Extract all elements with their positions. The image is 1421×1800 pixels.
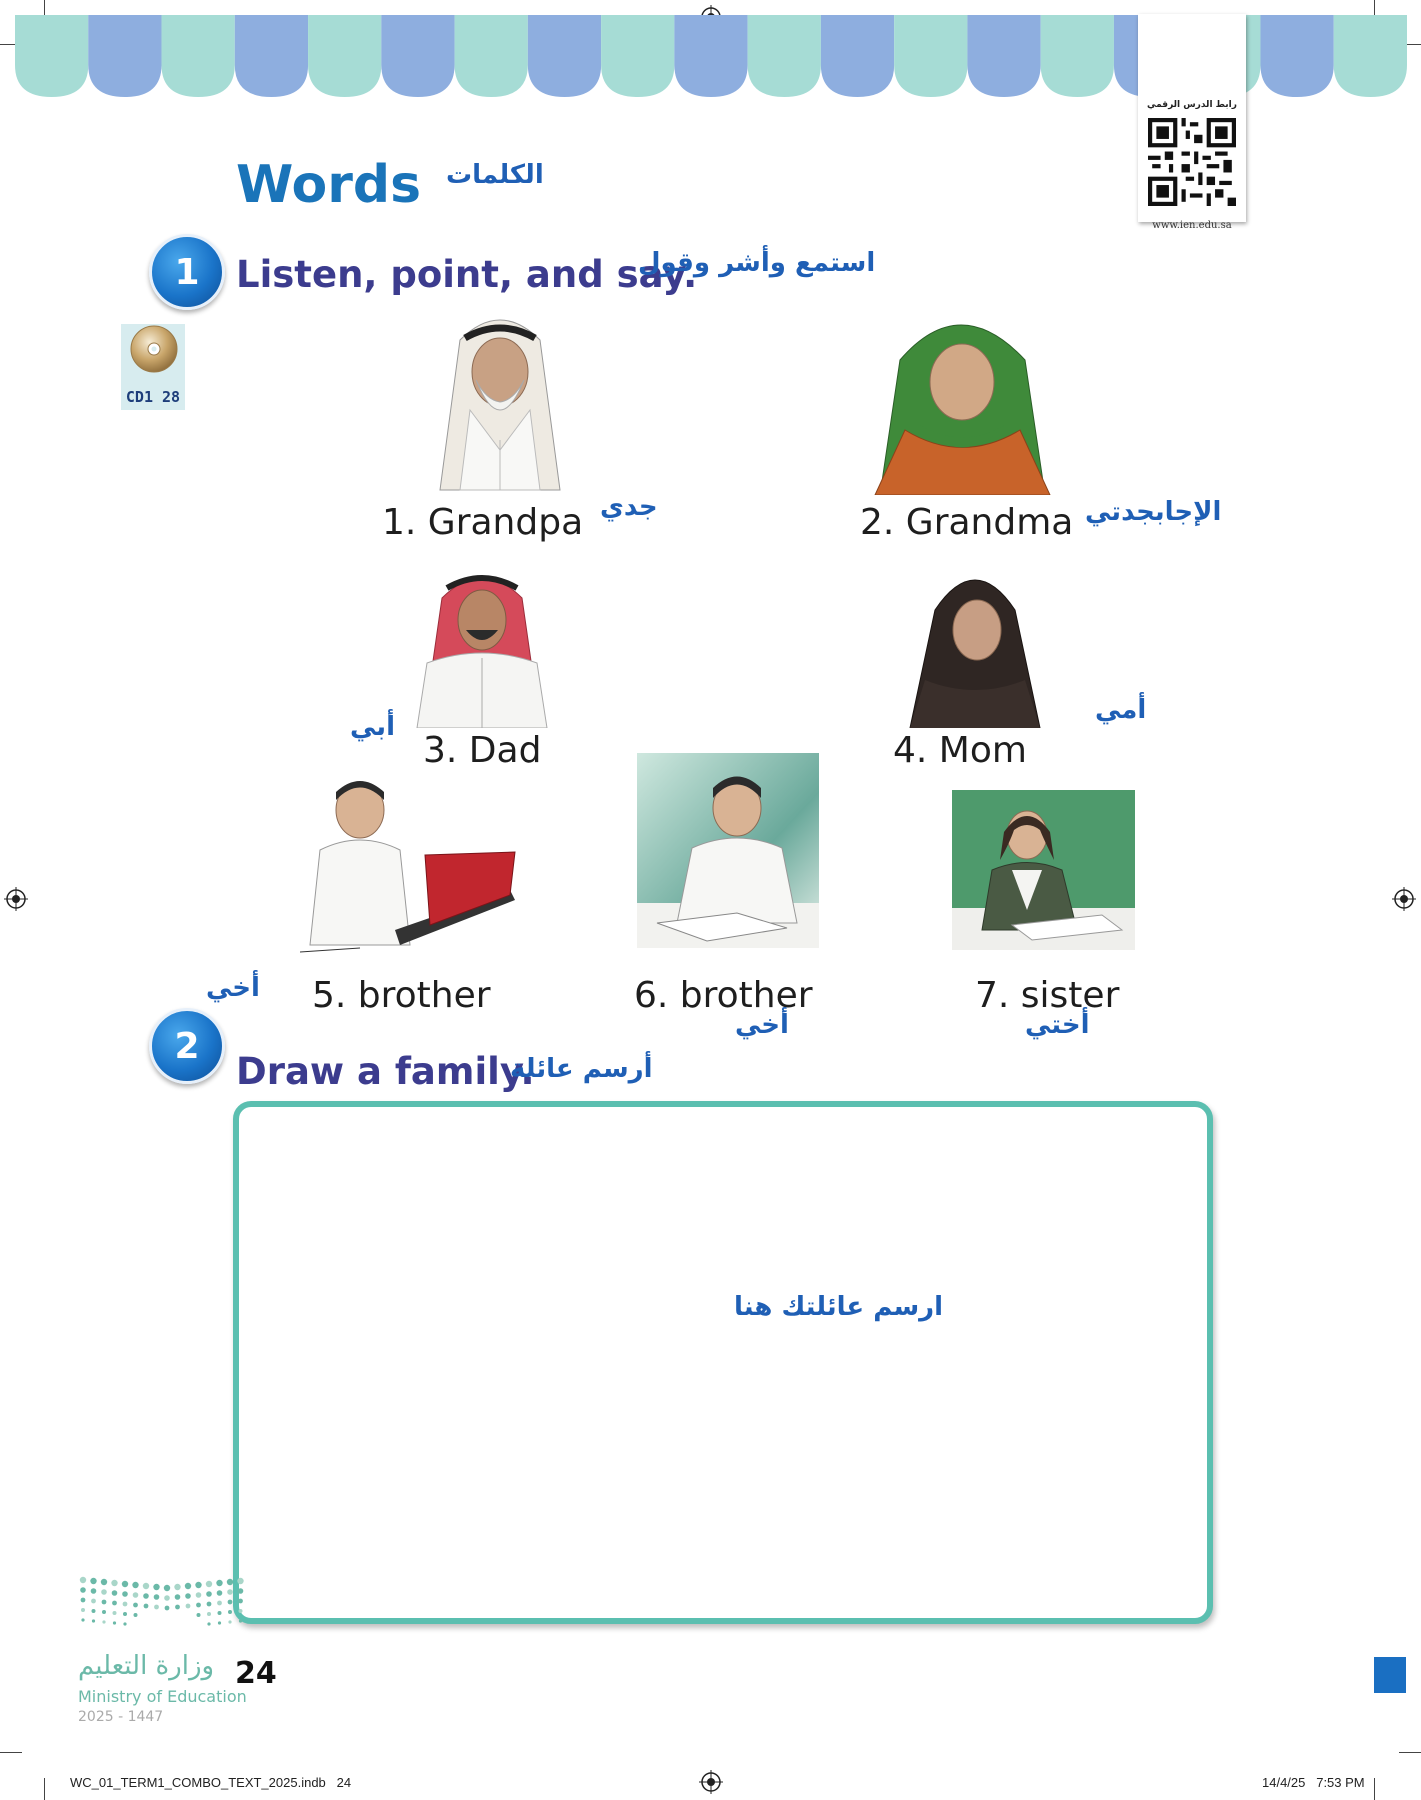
word-label: 2. Grandma <box>860 502 1074 543</box>
logo-dot <box>238 1599 243 1604</box>
cd-icon <box>129 324 179 374</box>
awning-scallop <box>162 15 235 97</box>
logo-dot <box>185 1583 191 1589</box>
print-file-info: WC_01_TERM1_COMBO_TEXT_2025.indb 24 <box>70 1775 352 1790</box>
qr-label: رابط الدرس الرقمي <box>1147 100 1237 110</box>
logo-dot <box>81 1598 86 1603</box>
logo-dot <box>218 1611 222 1615</box>
logo-dot <box>154 1605 159 1610</box>
word-label-arabic: أخي <box>735 1010 789 1040</box>
awning-scallop <box>1041 15 1114 97</box>
logo-dot <box>218 1621 221 1624</box>
logo-dot <box>132 1582 138 1588</box>
qr-card[interactable] <box>1138 14 1246 231</box>
awning-scallop <box>601 15 674 97</box>
logo-dot <box>227 1579 233 1585</box>
word-label-arabic: الإجابجدتي <box>1085 497 1222 527</box>
logo-dot <box>122 1581 128 1587</box>
logo-dot <box>92 1609 96 1613</box>
ministry-year: 2025 - 1447 <box>78 1709 164 1725</box>
awning-scallop <box>821 15 894 97</box>
exercise-instruction: Draw a family. <box>236 1050 535 1093</box>
print-date-info: 14/4/25 7:53 PM <box>1262 1775 1365 1790</box>
logo-dot <box>123 1602 128 1607</box>
awning-scallop <box>15 15 88 97</box>
crop-mark <box>44 1778 45 1800</box>
logo-dot <box>133 1592 139 1598</box>
logo-dot <box>122 1591 128 1597</box>
logo-dot <box>90 1578 96 1584</box>
logo-dot <box>80 1577 86 1583</box>
awning-scallop <box>88 15 161 97</box>
logo-dot <box>134 1613 138 1617</box>
logo-dot <box>195 1582 201 1588</box>
logo-dot <box>164 1585 170 1591</box>
logo-dot <box>164 1595 170 1601</box>
logo-dot <box>196 1603 201 1608</box>
logo-dot <box>153 1584 159 1590</box>
dad-illustration <box>412 558 552 728</box>
exercise-number-badge: 1 <box>149 234 225 310</box>
logo-dot <box>101 1589 107 1595</box>
mom-illustration <box>905 560 1045 728</box>
logo-dot <box>196 1592 202 1598</box>
logo-dot <box>175 1594 181 1600</box>
logo-dot <box>133 1603 138 1608</box>
awning-scallop <box>235 15 308 97</box>
logo-dot <box>239 1609 243 1613</box>
logo-dot <box>239 1619 242 1622</box>
logo-dot <box>186 1604 191 1609</box>
brother-reading-illustration <box>637 753 819 948</box>
logo-dot <box>217 1590 223 1596</box>
grandpa-illustration <box>410 300 590 495</box>
awning-scallop <box>967 15 1040 97</box>
logo-dot <box>144 1604 149 1609</box>
logo-dot <box>207 1602 212 1607</box>
word-label: 3. Dad <box>423 730 542 771</box>
registration-mark-icon <box>4 887 28 911</box>
logo-dot <box>165 1606 170 1611</box>
awning-scallop <box>894 15 967 97</box>
word-label: 4. Mom <box>893 730 1027 771</box>
logo-dot <box>112 1601 117 1606</box>
brother-laptop-illustration <box>300 770 520 955</box>
logo-dot <box>174 1584 180 1590</box>
word-label-arabic: أمي <box>1095 695 1147 725</box>
awning-scallop <box>748 15 821 97</box>
word-label: 1. Grandpa <box>382 502 584 543</box>
logo-dot <box>80 1587 86 1593</box>
logo-dot <box>228 1610 232 1614</box>
exercise-instruction-arabic: استمع وأشر وقول <box>638 248 876 278</box>
logo-dot <box>238 1588 244 1594</box>
awning-scallop <box>1260 15 1333 97</box>
cd-track-label: CD1 28 <box>125 388 181 406</box>
ministry-logo-icon <box>78 1575 253 1635</box>
word-label-arabic: أبي <box>350 712 395 742</box>
logo-dot <box>228 1600 233 1605</box>
audio-cd-badge[interactable] <box>121 324 185 410</box>
qr-code-icon[interactable] <box>1148 118 1236 206</box>
word-label-arabic: جدي <box>600 492 658 522</box>
logo-dot <box>228 1620 231 1623</box>
logo-dot <box>112 1590 118 1596</box>
logo-dot <box>102 1620 105 1623</box>
crop-mark <box>1374 1778 1375 1800</box>
logo-dot <box>175 1605 180 1610</box>
awning-scallop <box>308 15 381 97</box>
logo-dot <box>227 1589 233 1595</box>
ministry-name-english: Ministry of Education <box>78 1687 247 1706</box>
crop-mark <box>0 1752 22 1753</box>
section-title-arabic: الكلمات <box>446 160 544 190</box>
logo-dot <box>143 1583 149 1589</box>
grandma-illustration <box>860 300 1065 495</box>
logo-dot <box>197 1613 201 1617</box>
logo-dot <box>206 1591 212 1597</box>
logo-dot <box>81 1618 84 1621</box>
awning-scallop <box>455 15 528 97</box>
logo-dot <box>91 1588 97 1594</box>
awning-scallop <box>674 15 747 97</box>
logo-dot <box>81 1608 85 1612</box>
page-number: 24 <box>235 1656 277 1691</box>
logo-dot <box>206 1581 212 1587</box>
exercise-number-badge: 2 <box>149 1008 225 1084</box>
registration-mark-icon <box>1392 887 1416 911</box>
logo-dot <box>143 1593 149 1599</box>
logo-dot <box>207 1622 210 1625</box>
awning-scallop <box>528 15 601 97</box>
logo-dot <box>237 1578 243 1584</box>
logo-dot <box>102 1600 107 1605</box>
crop-mark <box>1399 1752 1421 1753</box>
word-label-arabic: أختي <box>1025 1010 1090 1040</box>
logo-dot <box>123 1612 127 1616</box>
exercise-instruction-arabic: أرسم عائلة <box>510 1054 653 1084</box>
drawing-area[interactable] <box>233 1101 1213 1624</box>
logo-dot <box>102 1610 106 1614</box>
word-label-arabic: أخي <box>206 973 260 1003</box>
logo-dot <box>101 1579 107 1585</box>
word-label: 7. sister <box>975 975 1120 1016</box>
awning-scallop <box>381 15 454 97</box>
logo-dot <box>113 1611 117 1615</box>
logo-dot <box>217 1601 222 1606</box>
awning-scallop <box>1334 15 1407 97</box>
logo-dot <box>185 1593 191 1599</box>
sister-writing-illustration <box>952 790 1135 950</box>
logo-dot <box>91 1599 96 1604</box>
drawing-area-hint: ارسم عائلتك هنا <box>734 1292 944 1322</box>
page-corner-square <box>1374 1657 1406 1693</box>
word-label: 6. brother <box>634 975 813 1016</box>
qr-url[interactable]: www.ien.edu.sa <box>1152 220 1232 231</box>
section-title: Words <box>236 155 422 215</box>
logo-dot <box>207 1612 211 1616</box>
logo-dot <box>123 1622 126 1625</box>
logo-dot <box>113 1621 116 1624</box>
exercise-instruction: Listen, point, and say. <box>236 253 698 296</box>
logo-dot <box>92 1619 95 1622</box>
registration-mark-icon <box>699 1770 723 1794</box>
logo-dot <box>111 1580 117 1586</box>
word-label: 5. brother <box>312 975 491 1016</box>
ministry-name-arabic: وزارة التعليم <box>78 1651 215 1681</box>
logo-dot <box>154 1594 160 1600</box>
logo-dot <box>216 1580 222 1586</box>
